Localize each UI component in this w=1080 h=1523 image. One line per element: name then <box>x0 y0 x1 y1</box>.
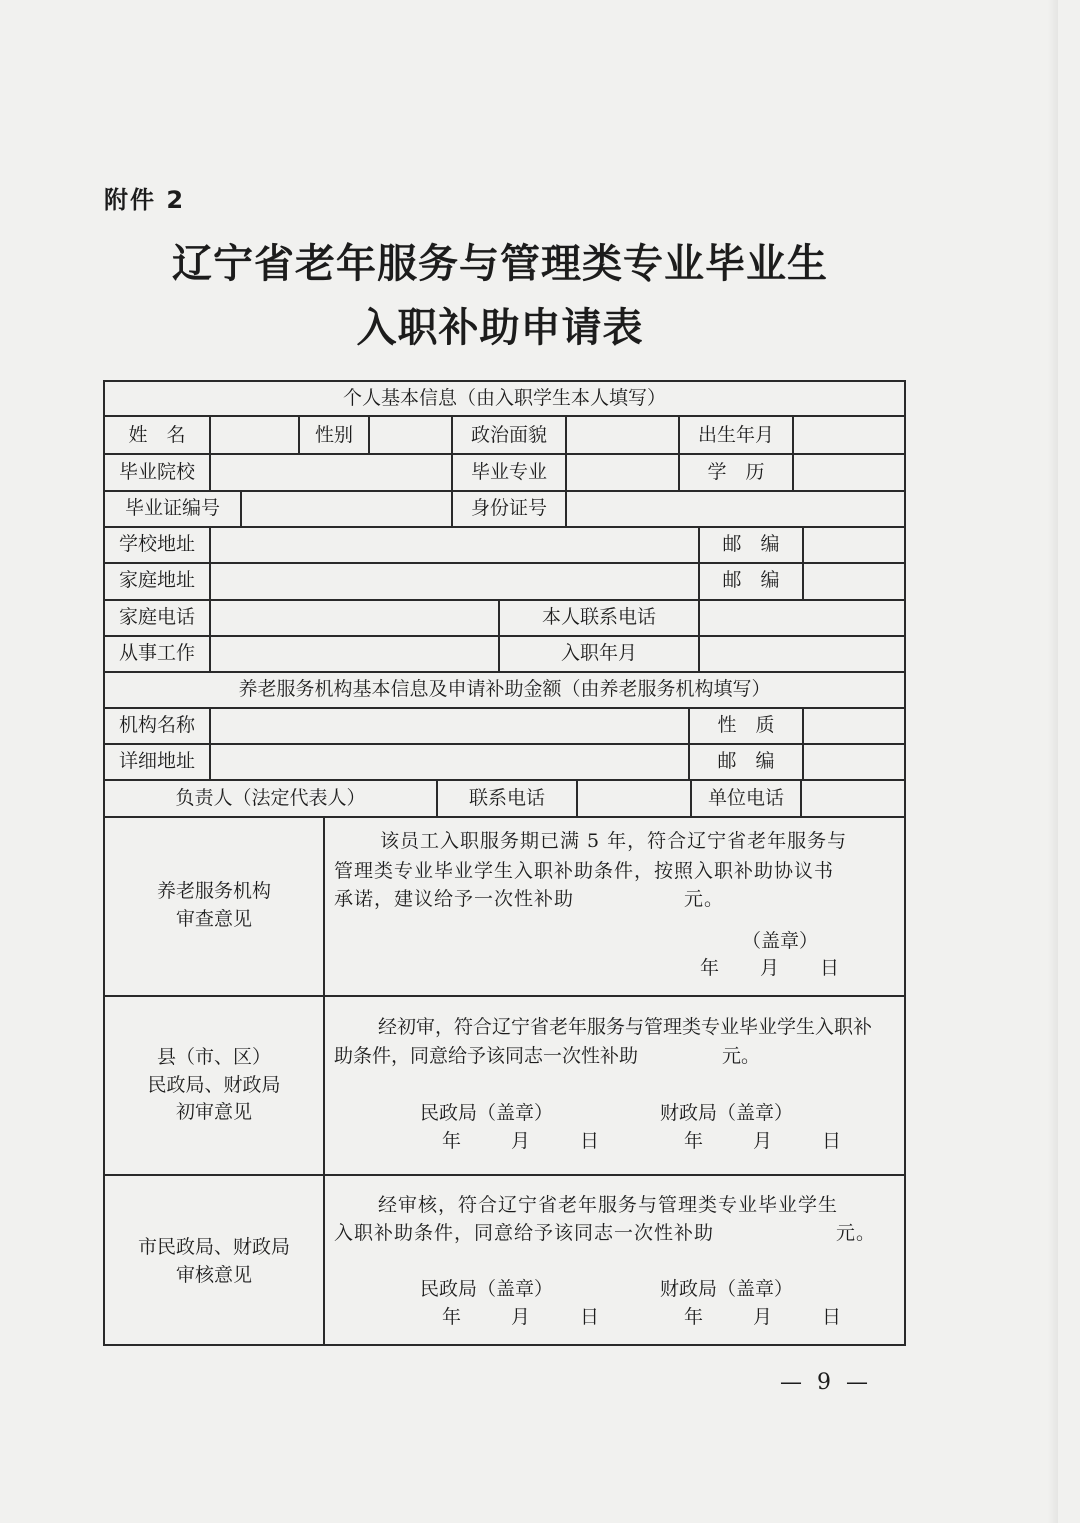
form-title-line2: 入职补助申请表 <box>356 305 644 351</box>
form-title-line1: 辽宁省老年服务与管理类专业毕业生 <box>172 241 828 287</box>
section1-header: 个人基本信息（由入职学生本人填写） <box>342 387 666 409</box>
home-phone-field[interactable] <box>211 606 497 628</box>
major-field[interactable] <box>567 461 677 483</box>
home-postcode-field[interactable] <box>804 569 902 591</box>
label-own-phone: 本人联系电话 <box>541 606 656 628</box>
review2-text-line1: 经初审，符合辽宁省老年服务与管理类专业毕业学生入职补 <box>378 1016 873 1038</box>
label-gender: 性别 <box>314 424 353 446</box>
label-name: 姓 名 <box>128 424 186 446</box>
review3-label-line2: 审核意见 <box>175 1264 252 1286</box>
name-field[interactable] <box>211 424 297 446</box>
education-field[interactable] <box>794 461 902 483</box>
review2-date-finance: 年 月 日 <box>684 1130 846 1152</box>
review2-yuan: 元。 <box>722 1045 761 1067</box>
entry-date-field[interactable] <box>700 642 902 664</box>
label-home-phone: 家庭电话 <box>118 606 195 628</box>
review3-yuan: 元。 <box>836 1222 877 1244</box>
review1-label-line1: 养老服务机构 <box>156 880 271 902</box>
review1-text-line2: 管理类专业毕业学生入职补助条件，按照入职补助协议书 <box>334 860 835 882</box>
review1-label-line2: 审查意见 <box>175 908 252 930</box>
contact-phone-field[interactable] <box>578 787 689 809</box>
review1-date: 年 月 日 <box>700 957 841 979</box>
label-org-phone: 单位电话 <box>707 787 784 809</box>
review2-date-civil: 年 月 日 <box>442 1130 604 1152</box>
label-major: 毕业专业 <box>470 461 547 483</box>
nature-field[interactable] <box>804 714 902 736</box>
label-cert-no: 毕业证编号 <box>124 497 220 519</box>
school-field[interactable] <box>211 461 449 483</box>
political-status-field[interactable] <box>567 424 677 446</box>
review2-seal-civil: 民政局（盖章） <box>420 1102 554 1124</box>
label-id-no: 身份证号 <box>470 497 547 519</box>
id-no-field[interactable] <box>567 497 902 519</box>
label-political-status: 政治面貌 <box>470 424 547 446</box>
review3-label-line1: 市民政局、财政局 <box>137 1236 290 1258</box>
birth-field[interactable] <box>794 424 902 446</box>
label-org-name: 机构名称 <box>118 714 195 736</box>
review2-label-line2: 民政局、财政局 <box>147 1074 281 1096</box>
label-school: 毕业院校 <box>118 461 195 483</box>
label-education: 学 历 <box>707 461 765 483</box>
org-address-field[interactable] <box>211 750 687 772</box>
label-birth: 出生年月 <box>697 424 774 446</box>
org-phone-field[interactable] <box>802 787 902 809</box>
review2-label-line1: 县（市、区） <box>156 1046 271 1068</box>
page-number: — 9 — <box>780 1370 872 1395</box>
cert-no-field[interactable] <box>242 497 449 519</box>
review3-seal-finance: 财政局（盖章） <box>660 1278 794 1300</box>
label-school-postcode: 邮 编 <box>722 533 780 555</box>
own-phone-field[interactable] <box>700 606 902 628</box>
job-field[interactable] <box>211 642 497 664</box>
home-address-field[interactable] <box>211 569 697 591</box>
review2-label-line3: 初审意见 <box>175 1101 252 1123</box>
review3-date-civil: 年 月 日 <box>442 1306 604 1328</box>
label-org-postcode: 邮 编 <box>717 750 775 772</box>
school-address-field[interactable] <box>211 533 697 555</box>
label-entry-date: 入职年月 <box>560 642 637 664</box>
review3-seal-civil: 民政局（盖章） <box>420 1278 554 1300</box>
section2-header: 养老服务机构基本信息及申请补助金额（由养老服务机构填写） <box>238 678 771 700</box>
label-home-postcode: 邮 编 <box>722 569 780 591</box>
label-job: 从事工作 <box>118 642 195 664</box>
label-legal-rep: 负责人（法定代表人） <box>175 787 366 809</box>
review2-seal-finance: 财政局（盖章） <box>660 1102 794 1124</box>
review1-yuan: 元。 <box>684 888 725 910</box>
review3-text-line1: 经审核，符合辽宁省老年服务与管理类专业毕业学生 <box>378 1194 839 1216</box>
label-home-address: 家庭地址 <box>118 569 195 591</box>
org-postcode-field[interactable] <box>804 750 902 772</box>
label-contact-phone: 联系电话 <box>468 787 545 809</box>
label-school-address: 学校地址 <box>118 533 195 555</box>
review1-seal: （盖章） <box>742 930 819 952</box>
school-postcode-field[interactable] <box>804 533 902 555</box>
label-org-address: 详细地址 <box>118 750 195 772</box>
org-name-field[interactable] <box>211 714 687 736</box>
review1-text-line3: 承诺，建议给予一次性补助 <box>334 888 575 910</box>
attachment-label: 附件 2 <box>104 186 186 214</box>
review3-text-line2: 入职补助条件，同意给予该同志一次性补助 <box>334 1222 715 1244</box>
review3-date-finance: 年 月 日 <box>684 1306 846 1328</box>
label-nature: 性 质 <box>717 714 775 736</box>
review2-text-line2: 助条件，同意给予该同志一次性补助 <box>334 1045 639 1067</box>
gender-field[interactable] <box>370 424 450 446</box>
review1-text-line1: 该员工入职服务期已满 5 年，符合辽宁省老年服务与 <box>380 830 848 852</box>
